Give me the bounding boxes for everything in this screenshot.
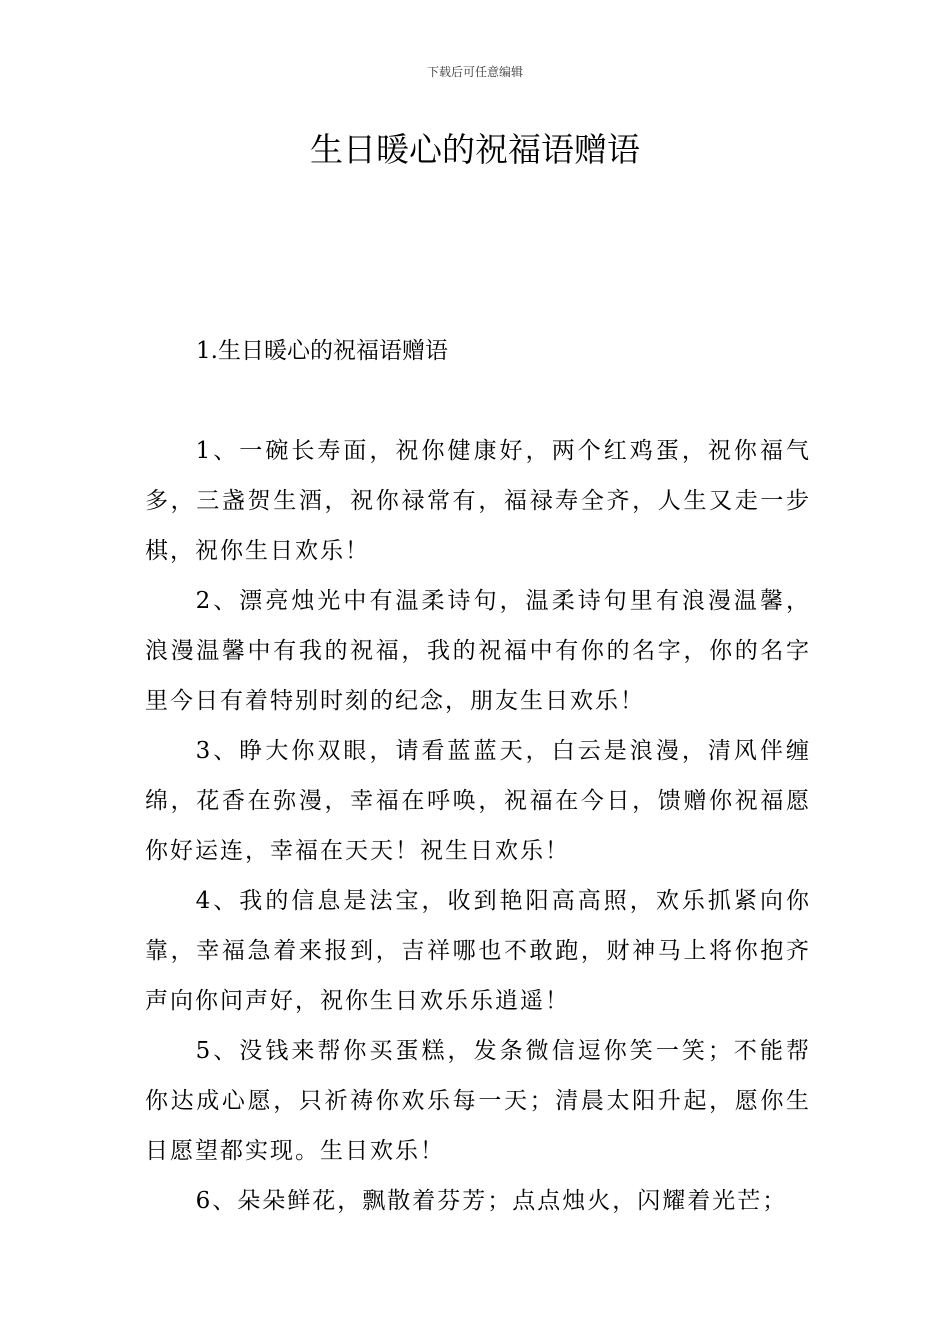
section-heading: 1.生日暖心的祝福语赠语 <box>196 338 448 364</box>
header-note: 下载后可任意编辑 <box>426 65 523 79</box>
document-title: 生日暖心的祝福语赠语 <box>310 130 640 169</box>
paragraph-3: 3、睁大你双眼，请看蓝蓝天，白云是浪漫，清风伴缠绵，花香在弥漫，幸福在呼唤，祝福在今日，馈赠你祝福愿你好运连，幸福在天天！祝生日欢乐！ <box>145 738 811 864</box>
paragraph-1: 1、一碗长寿面，祝你健康好，两个红鸡蛋，祝你福气多，三盏贺生酒，祝你禄常有，福禄寿全齐，人生又走一步棋，祝你生日欢乐！ <box>145 438 811 564</box>
body-text <box>145 426 811 1226</box>
paragraph-2: 2、漂亮烛光中有温柔诗句，温柔诗句里有浪漫温馨，浪漫温馨中有我的祝福，我的祝福中有你的名字，你的名字里今日有着特别时刻的纪念，朋友生日欢乐！ <box>145 588 811 714</box>
paragraph-4: 4、我的信息是法宝，收到艳阳高高照，欢乐抓紧向你靠，幸福急着来报到，吉祥哪也不敢跑，财神马上将你抱齐声向你问声好，祝你生日欢乐乐逍遥！ <box>145 888 811 1014</box>
paragraph-5: 5、没钱来帮你买蛋糕，发条微信逗你笑一笑；不能帮你达成心愿，只祈祷你欢乐每一天；清晨太阳升起，愿你生日愿望都实现。生日欢乐！ <box>145 1038 811 1164</box>
paragraph-6: 6、朵朵鲜花，飘散着芬芳；点点烛火，闪耀着光芒； <box>195 1188 788 1214</box>
